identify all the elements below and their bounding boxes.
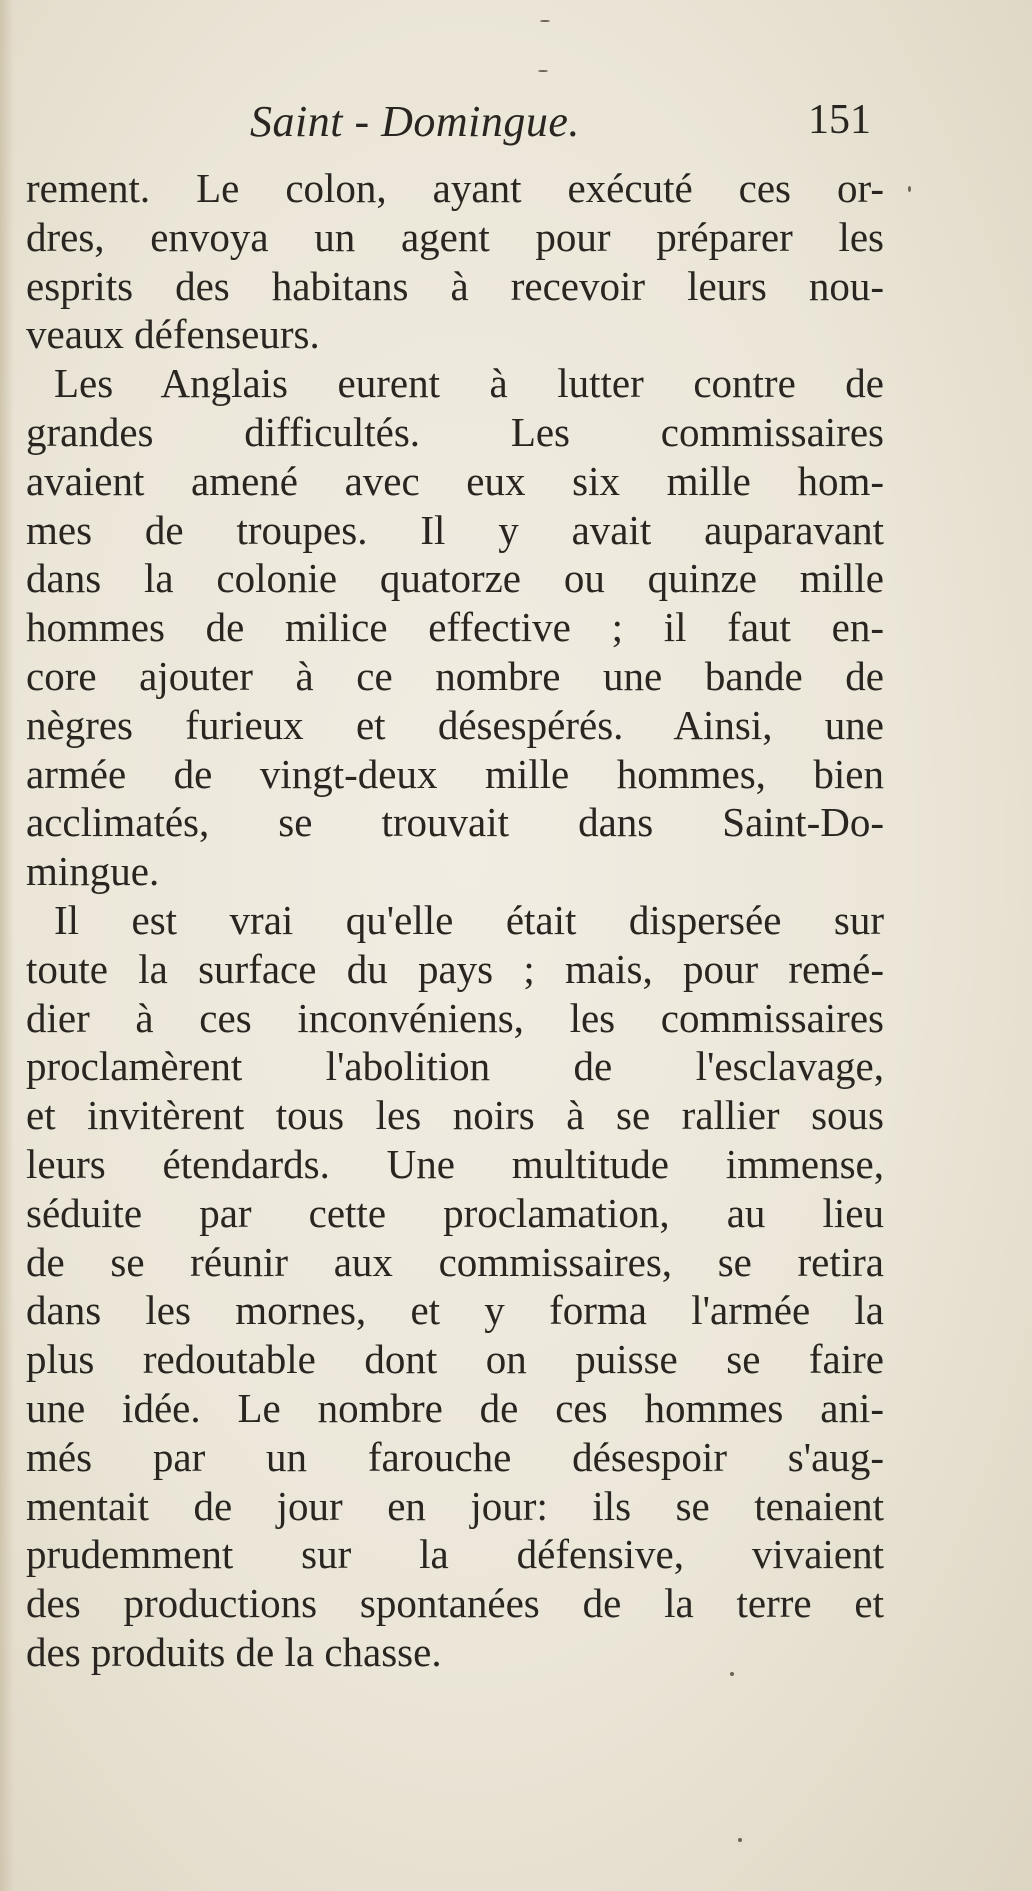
text-line: dres, envoya un agent pour préparer les [26, 213, 884, 260]
text-line: Les Anglais eurent à lutter contre de [54, 360, 884, 407]
text-line: rement. Le colon, ayant exécuté ces or- [26, 165, 884, 211]
text-line: grandes difficultés. Les commissaires [26, 408, 884, 455]
text-line: dier à ces inconvéniens, les commissaires [26, 994, 884, 1041]
text-line: Il est vrai qu'elle était dispersée sur [54, 896, 884, 943]
scan-speck [540, 20, 550, 22]
text-line: dans la colonie quatorze ou quinze mille [26, 555, 884, 602]
text-line: core ajouter à ce nombre une bande de [26, 652, 884, 699]
page-number: 151 [808, 97, 871, 143]
text-line: des productions spontanées de la terre et [26, 1580, 884, 1627]
running-title: Saint - Domingue. [250, 97, 580, 146]
text-line: prudemment sur la défensive, vivaient [26, 1531, 884, 1578]
text-line: més par un farouche désespoir s'aug- [26, 1433, 884, 1480]
text-line: séduite par cette proclamation, au lieu [26, 1189, 884, 1236]
text-line: dans les mornes, et y forma l'armée la [26, 1287, 884, 1334]
text-line: et invitèrent tous les noirs à se rallier sous [26, 1092, 884, 1139]
text-line: mentait de jour en jour: ils se tenaient [26, 1482, 884, 1529]
text-line: toute la surface du pays ; mais, pour remé- [26, 945, 884, 992]
text-line: leurs étendards. Une multitude immense, [26, 1140, 884, 1187]
page-edge-shadow [0, 0, 14, 1891]
text-line: esprits des habitans à recevoir leurs nou- [26, 262, 884, 309]
scan-speck [538, 70, 548, 72]
text-line: proclamèrent l'abolition de l'esclavage, [26, 1043, 884, 1090]
text-line: des produits de la chasse. [26, 1628, 442, 1675]
text-line: hommes de milice effective ; il faut en- [26, 604, 884, 651]
text-line: mes de troupes. Il y avait auparavant [26, 506, 884, 553]
body-text [26, 164, 884, 1677]
text-line: une idée. Le nombre de ces hommes ani- [26, 1384, 884, 1431]
text-line: veaux défenseurs. [26, 311, 320, 358]
scan-speck [908, 186, 911, 192]
text-line: plus redoutable dont on puisse se faire [26, 1336, 884, 1383]
scan-speck [730, 1672, 734, 1676]
text-line: mingue. [26, 848, 160, 895]
scan-speck [738, 1838, 742, 1842]
page-header [0, 96, 1032, 152]
text-line: acclimatés, se trouvait dans Saint-Do- [26, 799, 884, 846]
text-line: avaient amené avec eux six mille hom- [26, 457, 884, 504]
text-line: armée de vingt-deux mille hommes, bien [26, 750, 884, 797]
text-line: de se réunir aux commissaires, se retira [26, 1238, 884, 1285]
text-line: nègres furieux et désespérés. Ainsi, une [26, 701, 884, 748]
